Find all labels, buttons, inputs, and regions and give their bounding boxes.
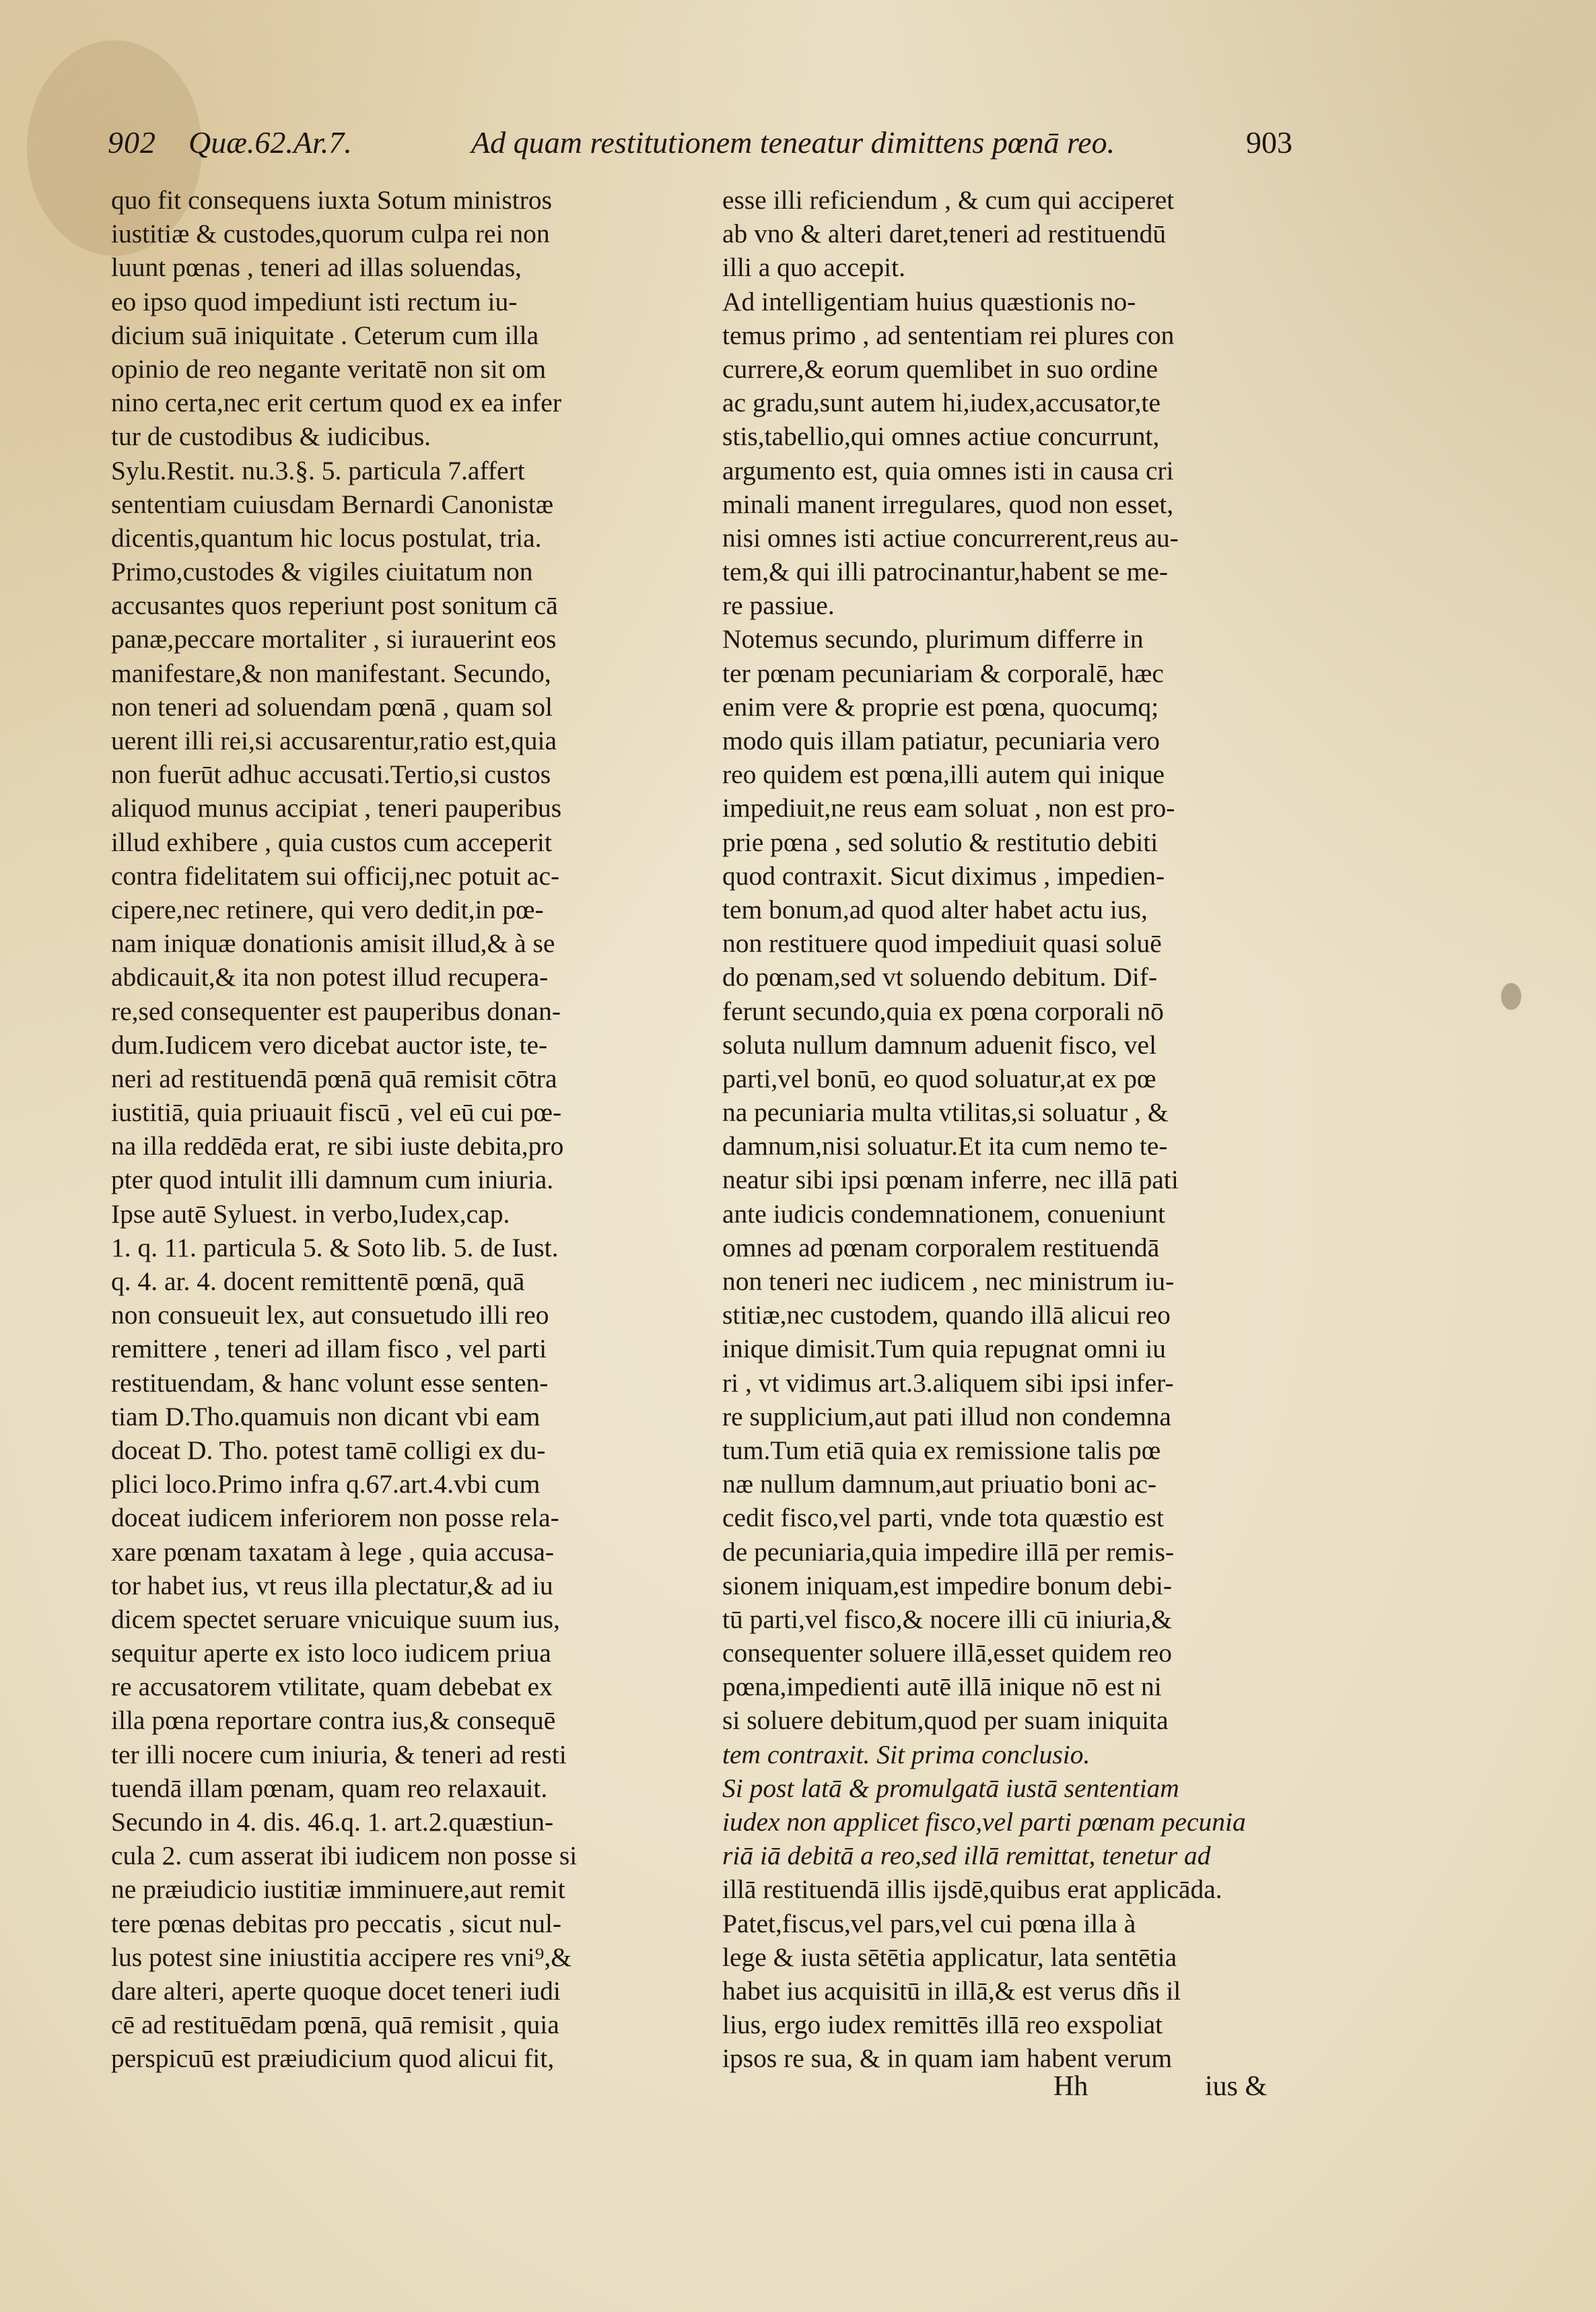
text-line: næ nullum damnum,aut priuatio boni ac-: [722, 1469, 1157, 1499]
text-line: ter pœnam pecuniariam & corporalē, hæc: [722, 658, 1164, 688]
text-line: tuendā illam pœnam, quam reo relaxauit.: [111, 1773, 548, 1803]
text-line: habet ius acquisitū in illā,& est verus dñs il: [722, 1975, 1181, 2006]
text-line: Sylu.Restit. nu.3.§. 5. particula 7.affert: [111, 455, 525, 485]
text-line: iustitiā, quia priuauit fiscū , vel eū cui pœ-: [111, 1097, 562, 1128]
text-line: dum.Iudicem vero dicebat auctor iste, te-: [111, 1029, 548, 1060]
text-line: Si post latā & promulgatā iustā sententiam: [722, 1773, 1179, 1803]
text-line: non teneri nec iudicem , nec ministrum iu-: [722, 1266, 1175, 1296]
text-line: parti,vel bonū, eo quod soluatur,at ex pœ: [722, 1063, 1156, 1093]
text-line: Primo,custodes & vigiles ciuitatum non: [111, 557, 533, 587]
text-line: dicem spectet seruare vnicuique suum ius,: [111, 1604, 560, 1634]
text-line: q. 4. ar. 4. docent remittentē pœnā, quā: [111, 1266, 525, 1296]
text-line: ante iudicis condemnationem, conueniunt: [722, 1198, 1166, 1229]
text-line: dicentis,quantum hic locus postulat, tria.: [111, 522, 542, 553]
text-line: esse illi reficiendum , & cum qui acciperet: [722, 185, 1175, 215]
text-line: do pœnam,sed vt soluendo debitum. Dif-: [722, 962, 1158, 992]
text-line: ne præiudicio iustitiæ imminuere,aut remit: [111, 1874, 565, 1905]
text-line: enim vere & proprie est pœna, quocumq;: [722, 691, 1159, 722]
text-line: Ad intelligentiam huius quæstionis no-: [722, 286, 1136, 316]
text-line: panæ,peccare mortaliter , si iurauerint eos: [111, 624, 557, 654]
signature-mark: Hh: [1053, 2071, 1088, 2102]
text-line: ac gradu,sunt autem hi,iudex,accusator,te: [722, 388, 1161, 418]
left-text-column: [111, 183, 703, 2076]
text-line: impediuit,ne reus eam soluat , non est pro-: [722, 793, 1175, 823]
text-line: cedit fisco,vel parti, vnde tota quæstio est: [722, 1503, 1164, 1533]
text-line: restituendam, & hanc volunt esse senten-: [111, 1367, 549, 1398]
text-line: xare pœnam taxatam à lege , quia accusa-: [111, 1536, 554, 1567]
text-line: Secundo in 4. dis. 46.q. 1. art.2.quæstiun-: [111, 1807, 554, 1837]
text-line: 1. q. 11. particula 5. & Soto lib. 5. de Iust.: [111, 1232, 559, 1262]
text-line: lus potest sine iniustitia accipere res vni⁹,&: [111, 1942, 572, 1972]
text-line: cula 2. cum asserat ibi iudicem non posse si: [111, 1841, 578, 1871]
text-line: uerent illi rei,si accusarentur,ratio est,quia: [111, 726, 557, 755]
text-line: pœna,impedienti autē illā inique nō est ni: [722, 1672, 1162, 1702]
text-line: accusantes quos reperiunt post sonitum cā: [111, 590, 558, 621]
text-line: na illa reddēda erat, re sibi iuste debita,pro: [111, 1131, 564, 1161]
text-line: plici loco.Primo infra q.67.art.4.vbi cum: [111, 1469, 541, 1499]
text-line: non consueuit lex, aut consuetudo illi reo: [111, 1300, 549, 1330]
text-line: nam iniquæ donationis amisit illud,& à se: [111, 928, 555, 959]
running-header: [108, 125, 1292, 178]
text-line: doceat D. Tho. potest tamē colligi ex du-: [111, 1435, 546, 1465]
text-line: illa pœna reportare contra ius,& consequē: [111, 1705, 556, 1736]
text-line: illi a quo accepit.: [722, 252, 906, 283]
text-line: riā iā debitā a reo,sed illā remittat, tenetur ad: [722, 1841, 1211, 1871]
text-line: cipere,nec retinere, qui vero dedit,in pœ-: [111, 894, 544, 924]
text-line: re supplicium,aut pati illud non condemna: [722, 1401, 1171, 1431]
text-line: omnes ad pœnam corporalem restituendā: [722, 1232, 1160, 1262]
text-line: argumento est, quia omnes isti in causa cri: [722, 455, 1174, 485]
text-line: tem,& qui illi patrocinantur,habent se me-: [722, 557, 1169, 587]
text-line: re,sed consequenter est pauperibus donan-: [111, 996, 561, 1026]
text-line: sionem iniquam,est impedire bonum debi-: [722, 1570, 1173, 1600]
running-head-title: Ad quam restitutionem teneatur dimittens pœnā reo.: [471, 125, 1115, 160]
text-line: stitiæ,nec custodem, quando illā alicui reo: [722, 1300, 1171, 1330]
text-line: consequenter soluere illā,esset quidem reo: [722, 1638, 1172, 1668]
text-line: non fuerūt adhuc accusati.Tertio,si custos: [111, 759, 551, 790]
text-line: iustitiæ & custodes,quorum culpa rei non: [111, 219, 550, 249]
right-text-column: [722, 183, 1288, 2076]
text-line: quod contraxit. Sicut diximus , impedien-: [722, 860, 1165, 891]
text-line: ter illi nocere cum iniuria, & teneri ad resti: [111, 1739, 567, 1769]
catchword: ius &: [1205, 2071, 1268, 2102]
text-line: pter quod intulit illi damnum cum iniuria.: [111, 1165, 554, 1195]
text-line: neatur sibi ipsi pœnam inferre, nec illā pati: [722, 1165, 1179, 1195]
text-line: tem contraxit. Sit prima conclusio.: [722, 1739, 1090, 1769]
text-line: tere pœnas debitas pro peccatis , sicut nul-: [111, 1908, 562, 1938]
text-line: dicium suā iniquitate . Ceterum cum illa: [111, 320, 539, 350]
text-line: contra fidelitatem sui officij,nec potuit ac-: [111, 860, 560, 891]
text-line: cē ad restituēdam pœnā, quā remisit , quia: [111, 2010, 559, 2040]
text-line: tū parti,vel fisco,& nocere illi cū iniuria,&: [722, 1604, 1173, 1634]
text-line: perspicuū est præiudicium quod alicui fit,: [111, 2043, 555, 2074]
text-line: prie pœna , sed solutio & restitutio debiti: [722, 827, 1158, 857]
text-line: opinio de reo negante veritatē non sit om: [111, 353, 547, 384]
text-line: non teneri ad soluendam pœnā , quam sol: [111, 691, 553, 722]
text-line: tiam D.Tho.quamuis non dicant vbi eam: [111, 1401, 541, 1431]
text-line: luunt pœnas , teneri ad illas soluendas,: [111, 252, 522, 283]
text-line: lius, ergo iudex remittēs illā reo exspoliat: [722, 2010, 1163, 2040]
text-line: Patet,fiscus,vel pars,vel cui pœna illa à: [722, 1908, 1136, 1938]
text-line: ri , vt vidimus art.3.aliquem sibi ipsi infer-: [722, 1367, 1174, 1398]
running-head-question: Quæ.62.Ar.7.: [188, 125, 352, 160]
text-line: sequitur aperte ex isto loco iudicem priua: [111, 1638, 551, 1668]
text-line: quo fit consequens iuxta Sotum ministros: [111, 185, 553, 215]
text-line: Ipse autē Syluest. in verbo,Iudex,cap.: [111, 1198, 510, 1229]
text-line: sententiam cuiusdam Bernardi Canonistæ: [111, 489, 554, 519]
text-line: doceat iudicem inferiorem non posse rela-: [111, 1503, 559, 1533]
text-line: de pecuniaria,quia impedire illā per remis-: [722, 1536, 1175, 1567]
text-line: ipsos re sua, & in quam iam habent verum: [722, 2043, 1173, 2074]
text-line: damnum,nisi soluatur.Et ita cum nemo te-: [722, 1131, 1168, 1161]
text-line: dare alteri, aperte quoque docet teneri iudi: [111, 1975, 561, 2006]
text-line: neri ad restituendā pœnā quā remisit cōtra: [111, 1063, 557, 1093]
text-line: illud exhibere , quia custos cum acceperit: [111, 827, 552, 857]
text-line: ab vno & alteri daret,teneri ad restituendū: [722, 219, 1167, 249]
text-line: Notemus secundo, plurimum differre in: [722, 624, 1144, 654]
text-line: si soluere debitum,quod per suam iniquita: [722, 1705, 1169, 1736]
text-line: na pecuniaria multa vtilitas,si soluatur , &: [722, 1097, 1169, 1128]
text-line: eo ipso quod impediunt isti rectum iu-: [111, 286, 518, 316]
text-line: re accusatorem vtilitate, quam debebat ex: [111, 1672, 553, 1702]
text-line: soluta nullum damnum aduenit fisco, vel: [722, 1029, 1157, 1060]
text-line: non restituere quod impediuit quasi soluē: [722, 928, 1162, 959]
text-line: inique dimisit.Tum quia repugnat omni iu: [722, 1334, 1167, 1364]
text-line: temus primo , ad sententiam rei plures con: [722, 320, 1175, 350]
text-line: tum.Tum etiā quia ex remissione talis pœ: [722, 1435, 1161, 1465]
text-line: illā restituendā illis ijsdē,quibus erat applicāda.: [722, 1874, 1222, 1905]
text-line: remittere , teneri ad illam fisco , vel parti: [111, 1334, 547, 1364]
text-line: tem bonum,ad quod alter habet actu ius,: [722, 894, 1148, 924]
text-line: iudex non applicet fisco,vel parti pœnam pecunia: [722, 1807, 1246, 1837]
text-line: tur de custodibus & iudicibus.: [111, 421, 431, 452]
text-line: re passiue.: [722, 590, 835, 621]
page-mark: [1501, 983, 1521, 1010]
text-line: currere,& eorum quemlibet in suo ordine: [722, 353, 1158, 384]
text-line: manifestare,& non manifestant. Secundo,: [111, 658, 551, 688]
text-line: minali manent irregulares, quod non esset,: [722, 489, 1174, 519]
text-line: nisi omnes isti actiue concurrerent,reus au-: [722, 522, 1179, 553]
folio-right: 903: [1246, 125, 1292, 160]
text-line: ferunt secundo,quia ex pœna corporali nō: [722, 996, 1164, 1026]
text-line: nino certa,nec erit certum quod ex ea infer: [111, 388, 561, 418]
text-line: abdicauit,& ita non potest illud recupera-: [111, 962, 549, 992]
text-line: tor habet ius, vt reus illa plectatur,& ad iu: [111, 1570, 553, 1600]
text-line: aliquod munus accipiat , teneri pauperibus: [111, 793, 562, 823]
text-line: reo quidem est pœna,illi autem qui inique: [722, 759, 1165, 790]
text-line: lege & iusta sētētia applicatur, lata sentētia: [722, 1942, 1177, 1972]
text-line: stis,tabellio,qui omnes actiue concurrunt,: [722, 421, 1160, 452]
folio-left: 902: [108, 125, 156, 160]
text-line: modo quis illam patiatur, pecuniaria vero: [722, 726, 1160, 755]
